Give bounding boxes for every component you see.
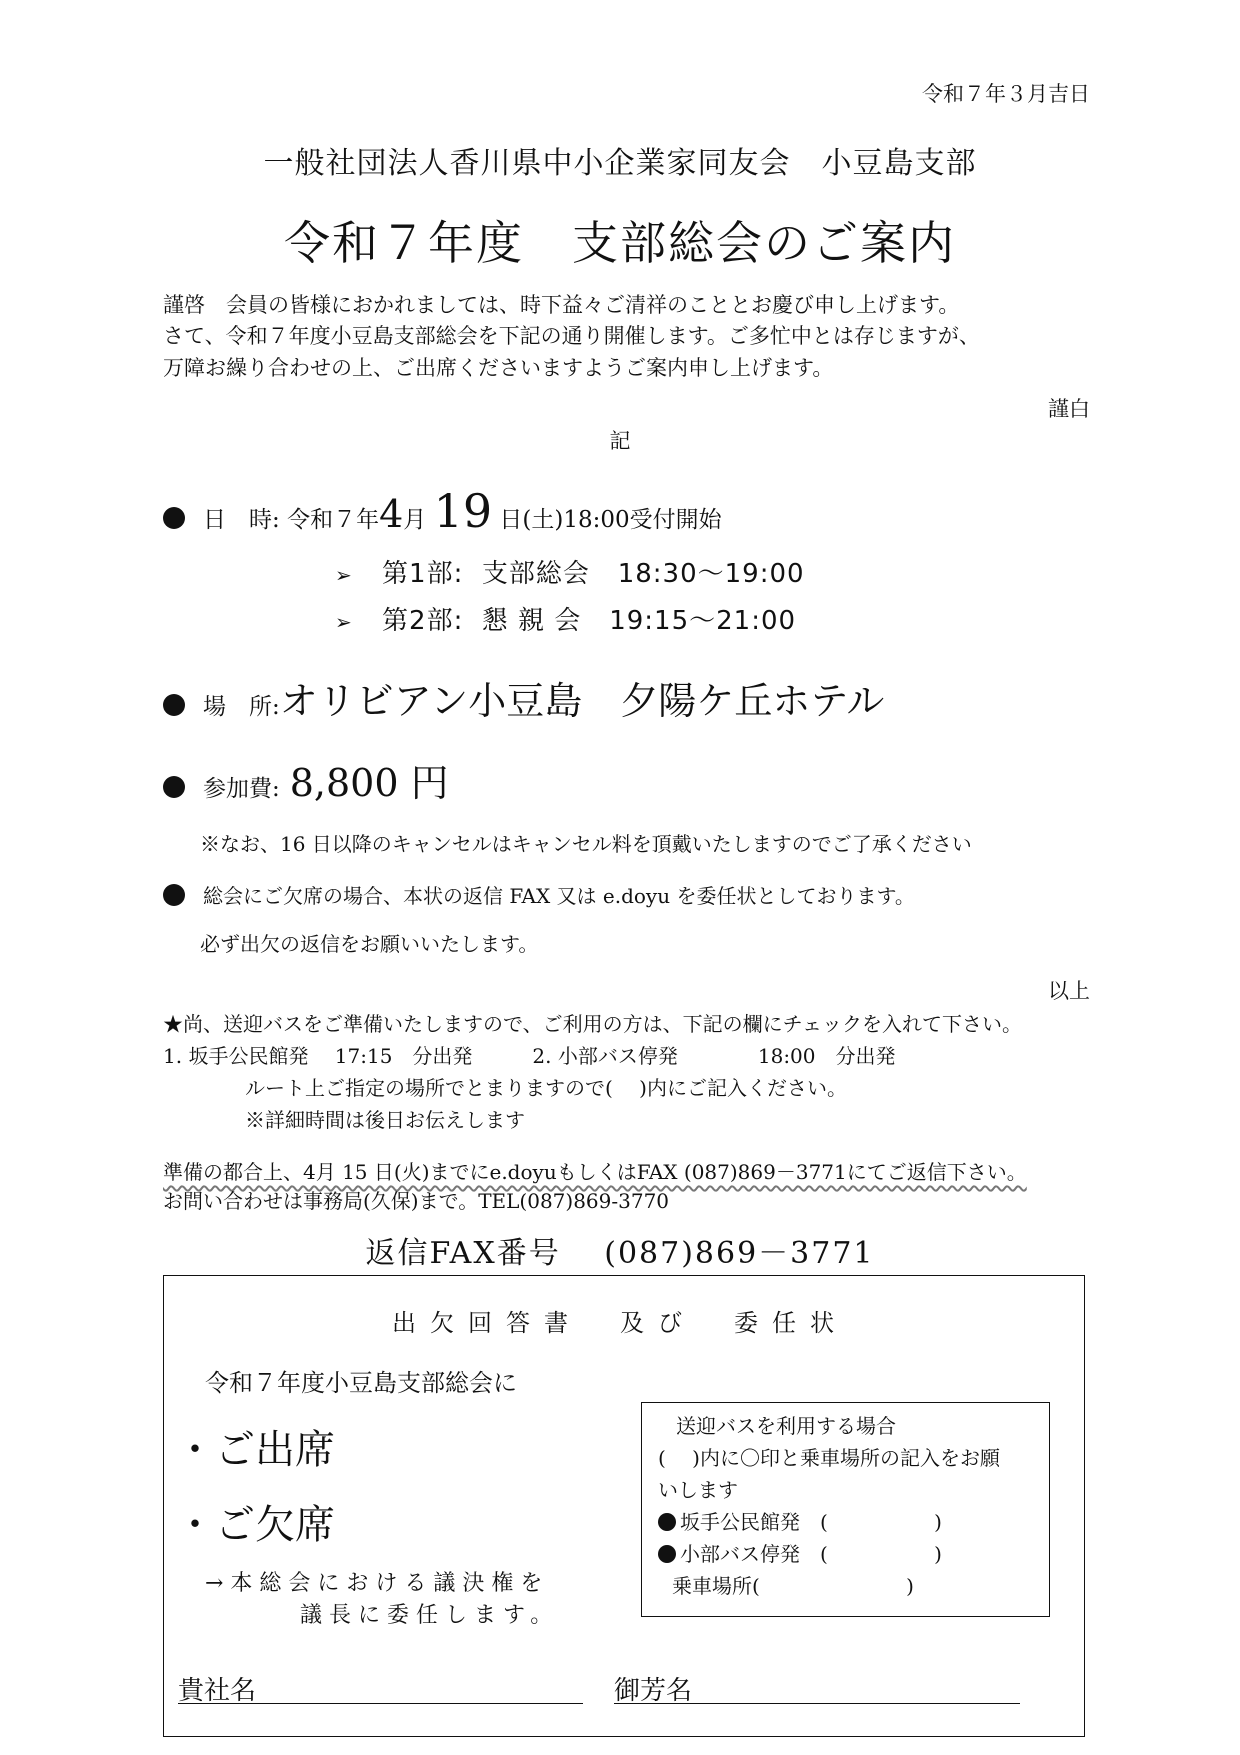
reply-form-subtitle: 令和７年度小豆島支部総会に <box>205 1369 517 1397</box>
part-2-name: 懇 親 会 <box>481 606 582 636</box>
datetime-day-rest: 日(土)18:00受付開始 <box>499 507 722 533</box>
delegate-line-1: →本総会における議決権を <box>205 1571 550 1596</box>
reply-form-title: 出欠回答書 及び 委任状 <box>392 1309 848 1337</box>
part-1-time: 18:30〜19:00 <box>617 559 805 589</box>
bus-box-option-1-label: 坂手公民館発 ( ) <box>680 1510 942 1534</box>
bus-box-line-1: 送迎バスを利用する場合 <box>676 1414 896 1438</box>
arrow-right-icon: ➢ <box>335 563 353 587</box>
datetime-era: 令和７年 <box>287 507 380 533</box>
company-label: 貴社名 <box>178 1676 257 1706</box>
bus-box-line-2: ( )内に〇印と乗車場所の記入をお願 <box>658 1446 1000 1470</box>
reply-deadline: 準備の都合上、4月 15 日(火)までにe.doyuもしくはFAX (087)869－3771にてご返信下さい。 <box>163 1160 1027 1184</box>
name-field[interactable] <box>614 1703 1020 1704</box>
delegate-line-2: 議長に委任します。 <box>300 1603 560 1628</box>
absence-line-1: 総会にご欠席の場合、本状の返信 FAX 又は e.doyu を委任状としております。 <box>203 884 915 908</box>
fee-label: 参加費: <box>203 776 280 802</box>
bullet-icon <box>163 884 185 906</box>
venue-label: 場 所: <box>203 694 280 720</box>
company-field[interactable] <box>178 1703 583 1704</box>
bus-options: 1. 坂手公民館発 17:15 分出発 2. 小部バス停発 18:00 分出発 <box>163 1044 896 1068</box>
name-label: 御芳名 <box>614 1676 693 1706</box>
part-2-row <box>335 600 796 637</box>
closing-greeting: 謹白 <box>1048 397 1090 421</box>
contact-info: お問い合わせは事務局(久保)まで。TEL(087)869-3770 <box>163 1189 670 1213</box>
venue-row <box>163 670 884 725</box>
datetime-row <box>163 484 722 538</box>
greeting-line-2: さて、令和７年度小豆島支部総会を下記の通り開催します。ご多忙中とは存じますが、 <box>163 324 980 348</box>
bus-box-option-2-label: 小部バス停発 ( ) <box>680 1542 942 1566</box>
reply-fax-number: 返信FAX番号 (087)869－3771 <box>365 1236 875 1271</box>
part-2-time: 19:15〜21:00 <box>609 606 797 636</box>
absent-option[interactable]: ・ご欠席 <box>175 1502 335 1548</box>
bus-box-option-1[interactable] <box>658 1506 942 1535</box>
bus-time-note: ※詳細時間は後日お伝えします <box>245 1108 525 1132</box>
bullet-icon <box>163 507 185 529</box>
part-1-label: 第1部: <box>382 559 464 589</box>
bullet-icon <box>658 1513 676 1531</box>
issue-date: 令和７年３月吉日 <box>922 82 1090 106</box>
bus-route-note: ルート上ご指定の場所でとまりますので( )内にご記入ください。 <box>245 1076 847 1100</box>
bus-box-boarding[interactable]: 乗車場所( ) <box>672 1574 914 1598</box>
absence-line-2: 必ず出欠の返信をお願いいたします。 <box>200 932 539 956</box>
datetime-label: 日 時: <box>203 507 280 533</box>
bus-box-option-2[interactable] <box>658 1538 942 1567</box>
part-2-label: 第2部: <box>382 606 464 636</box>
organization-name: 一般社団法人香川県中小企業家同友会 小豆島支部 <box>263 146 977 181</box>
cancel-note: ※なお、16 日以降のキャンセルはキャンセル料を頂戴いたしますのでご了承ください <box>200 832 972 856</box>
absence-row <box>163 880 915 909</box>
part-1-name: 支部総会 <box>481 559 590 589</box>
fee-row <box>163 752 449 807</box>
fee-value: 8,800 円 <box>289 761 449 805</box>
bullet-icon <box>658 1545 676 1563</box>
greeting-line-1: 謹啓 会員の皆様におかれましては、時下益々ご清祥のこととお慶び申し上げます。 <box>163 293 960 317</box>
bus-notice: ★尚、送迎バスをご準備いたしますので、ご利用の方は、下記の欄にチェックを入れて下さい。 <box>163 1012 1022 1036</box>
page-title: 令和７年度 支部総会のご案内 <box>284 216 956 270</box>
bullet-icon <box>163 694 185 716</box>
datetime-month-unit: 月 <box>403 507 427 533</box>
greeting-line-3: 万障お繰り合わせの上、ご出席くださいますようご案内申し上げます。 <box>163 356 834 380</box>
datetime-month: 4 <box>379 492 404 536</box>
attend-option[interactable]: ・ご出席 <box>175 1427 335 1473</box>
venue-value: オリビアン小豆島 夕陽ケ丘ホテル <box>279 679 885 723</box>
bullet-icon <box>163 776 185 798</box>
part-1-row <box>335 553 805 590</box>
datetime-day: 19 <box>433 484 493 538</box>
ki-heading: 記 <box>609 429 631 453</box>
ijou: 以上 <box>1048 979 1090 1003</box>
arrow-right-icon: ➢ <box>335 610 353 634</box>
bus-box-line-3: いします <box>658 1478 738 1502</box>
